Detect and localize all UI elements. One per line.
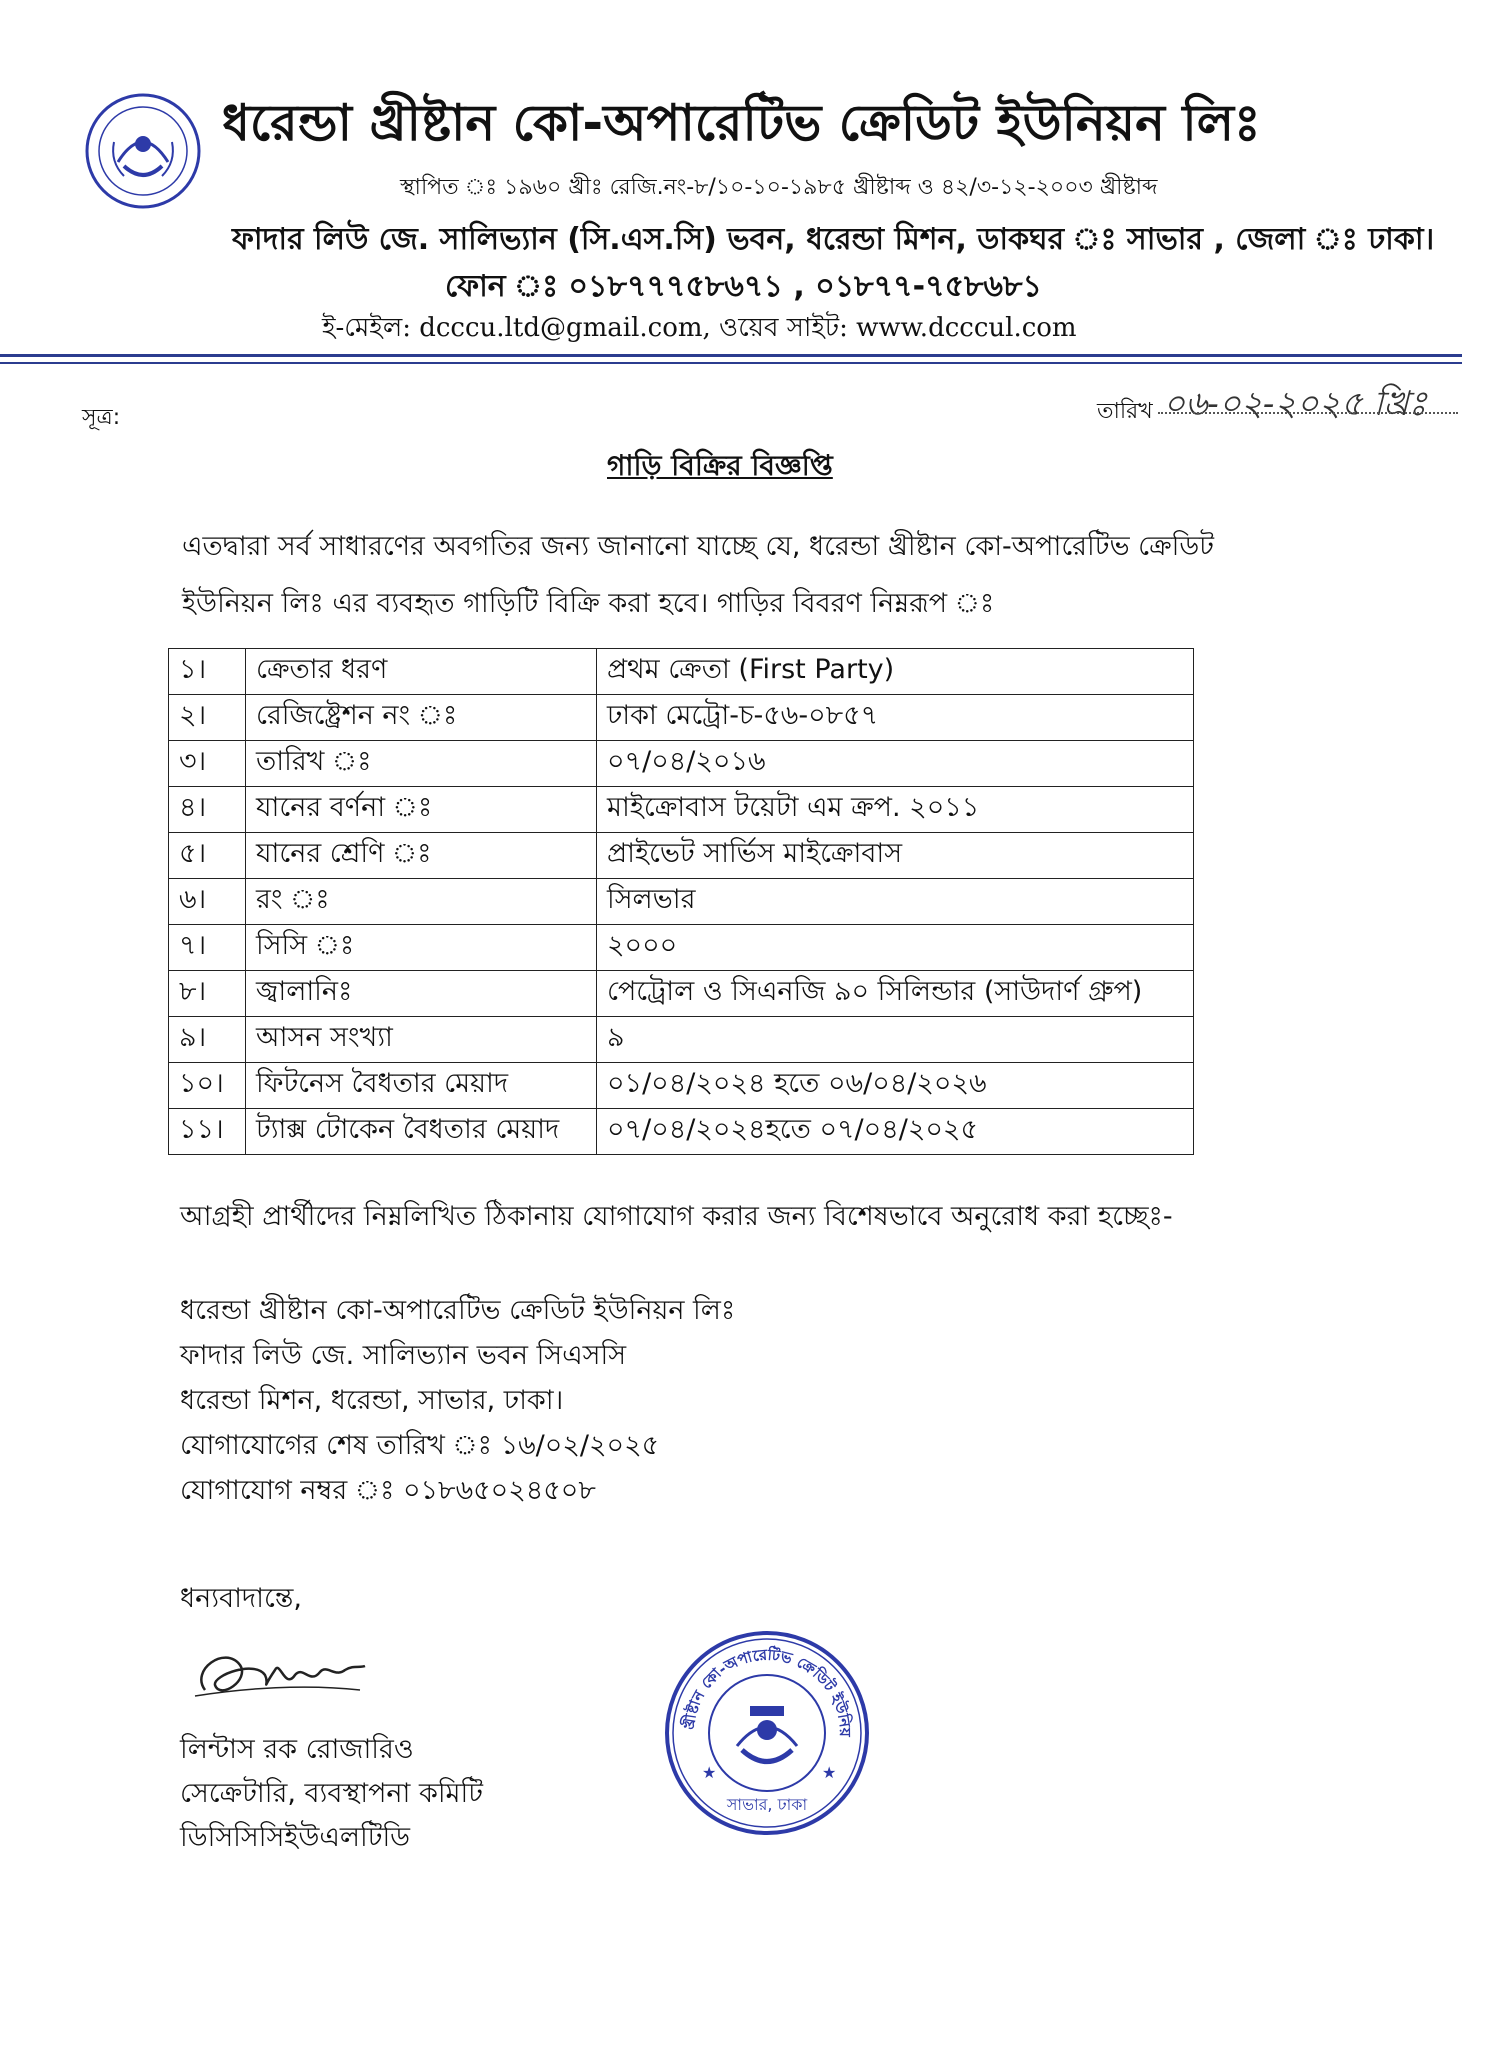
row-label: আসন সংখ্যা — [246, 1017, 597, 1063]
table-row — [169, 1109, 1194, 1155]
table-row — [169, 695, 1194, 741]
row-value: ঢাকা মেট্রো-চ-৫৬-০৮৫৭ — [597, 695, 1194, 741]
signer-block — [180, 1728, 483, 1860]
table-row — [169, 925, 1194, 971]
table-row — [169, 1017, 1194, 1063]
row-number: ৮। — [169, 971, 246, 1017]
row-value: ০৭/০৪/২০১৬ — [597, 741, 1194, 787]
reference-label: সূত্র: — [82, 405, 121, 430]
contact-number: যোগাযোগ নম্বর ঃ ০১৮৬৫০২৪৫০৮ — [180, 1475, 596, 1506]
header-rule — [0, 354, 1462, 357]
signer-title: সেক্রেটারি, ব্যবস্থাপনা কমিটি — [180, 1778, 483, 1809]
row-label: ট্যাক্স টোকেন বৈধতার মেয়াদ — [246, 1109, 597, 1155]
org-email-website: ই-মেইল: dcccu.ltd@gmail.com, ওয়েব সাইট: www.dcccul.com — [322, 313, 1077, 343]
row-label: সিসি ঃ — [246, 925, 597, 971]
row-value: প্রথম ক্রেতা (First Party) — [597, 649, 1194, 695]
row-number: ৩। — [169, 741, 246, 787]
established-info: স্থাপিত ঃ ১৯৬০ খ্রীঃ রেজি.নং-৮/১০-১০-১৯৮৫ খ্রীষ্টাব্দ ও ৪২/৩-১২-২০০৩ খ্রীষ্টাব্দ — [400, 175, 1158, 200]
notice-title: গাড়ি বিক্রির বিজ্ঞপ্তি — [607, 449, 833, 482]
table-row — [169, 787, 1194, 833]
org-address: ফাদার লিউ জে. সালিভ্যান (সি.এস.সি) ভবন, ধরেন্ডা মিশন, ডাকঘর ঃ সাভার , জেলা ঃ ঢাকা। — [232, 222, 1435, 257]
table-row — [169, 879, 1194, 925]
contact-block — [180, 1288, 735, 1513]
header-rule-thin — [0, 362, 1462, 364]
row-number: ২। — [169, 695, 246, 741]
row-label: রং ঃ — [246, 879, 597, 925]
signer-name: লিন্টাস রক রোজারিও — [180, 1734, 414, 1765]
row-number: ১১। — [169, 1109, 246, 1155]
row-value: ২০০০ — [597, 925, 1194, 971]
row-number: ৪। — [169, 787, 246, 833]
row-value: প্রাইভেট সার্ভিস মাইক্রোবাস — [597, 833, 1194, 879]
signature-image — [185, 1630, 375, 1710]
row-label: তারিখ ঃ — [246, 741, 597, 787]
row-number: ৬। — [169, 879, 246, 925]
table-row — [169, 1063, 1194, 1109]
svg-text:★: ★ — [702, 1763, 717, 1782]
intro-paragraph: এতদ্বারা সর্ব সাধারণের অবগতির জন্য জানানো যাচ্ছে যে, ধরেন্ডা খ্রীষ্টান কো-অপারেটিভ ক্রেডিট ইউনিয়ন লিঃ এর ব্যবহৃত গাড়িটি বিক্রি করা হবে। গাড়ির বিবরণ নিম্নরূপ ঃ — [182, 531, 1214, 619]
row-value: পেট্রোল ও সিএনজি ৯০ সিলিন্ডার (সাউদার্ণ গ্রুপ) — [597, 971, 1194, 1017]
closing-thanks: ধন্যবাদান্তে, — [180, 1583, 302, 1614]
row-label: যানের বর্ণনা ঃ — [246, 787, 597, 833]
svg-text:সাভার, ঢাকা: সাভার, ঢাকা — [726, 1795, 808, 1814]
official-seal-stamp — [662, 1628, 872, 1838]
row-number: ১। — [169, 649, 246, 695]
contact-line: ধরেন্ডা মিশন, ধরেন্ডা, সাভার, ঢাকা। — [180, 1385, 564, 1416]
row-value: মাইক্রোবাস টয়েটা এম ক্রপ. ২০১১ — [597, 787, 1194, 833]
contact-line: ধরেন্ডা খ্রীষ্টান কো-অপারেটিভ ক্রেডিট ইউনিয়ন লিঃ — [180, 1295, 736, 1326]
org-phone: ফোন ঃ ০১৮৭৭৭৫৮৬৭১ , ০১৮৭৭-৭৫৮৬৮১ — [445, 269, 1042, 304]
row-label: জ্বালানিঃ — [246, 971, 597, 1017]
date-value-handwritten: ০৬-০২-২০২৫ খ্রিঃ — [1163, 384, 1427, 424]
row-number: ১০। — [169, 1063, 246, 1109]
org-name: ধরেন্ডা খ্রীষ্টান কো-অপারেটিভ ক্রেডিট ইউনিয়ন লিঃ — [222, 94, 1261, 152]
row-label: ফিটনেস বৈধতার মেয়াদ — [246, 1063, 597, 1109]
svg-text:★: ★ — [822, 1763, 837, 1782]
row-value: ০৭/০৪/২০২৪হতে ০৭/০৪/২০২৫ — [597, 1109, 1194, 1155]
row-number: ৯। — [169, 1017, 246, 1063]
table-row — [169, 741, 1194, 787]
table-row — [169, 833, 1194, 879]
row-label: যানের শ্রেণি ঃ — [246, 833, 597, 879]
row-value: ৯ — [597, 1017, 1194, 1063]
contact-request: আগ্রহী প্রার্থীদের নিম্নলিখিত ঠিকানায় যোগাযোগ করার জন্য বিশেষভাবে অনুরোধ করা হচ্ছেঃ- — [180, 1201, 1173, 1232]
svg-text:ধরেন্ডা খ্রীষ্টান কো-অপারেটিভ: খ্রীষ্টান কো-অপারেটিভ ক্রেডিট ইউনিয় — [679, 1645, 855, 1737]
row-label: ক্রেতার ধরণ — [246, 649, 597, 695]
row-number: ৭। — [169, 925, 246, 971]
table-row — [169, 649, 1194, 695]
contact-deadline: যোগাযোগের শেষ তারিখ ঃ ১৬/০২/২০২৫ — [180, 1430, 660, 1461]
row-label: রেজিষ্ট্রেশন নং ঃ — [246, 695, 597, 741]
org-logo — [84, 92, 202, 210]
date-underline — [1158, 412, 1458, 414]
date-label: তারিখ — [1097, 399, 1153, 424]
contact-line: ফাদার লিউ জে. সালিভ্যান ভবন সিএসসি — [180, 1340, 627, 1371]
row-number: ৫। — [169, 833, 246, 879]
row-value: সিলভার — [597, 879, 1194, 925]
vehicle-details-table — [168, 648, 1194, 1155]
table-row — [169, 971, 1194, 1017]
row-value: ০১/০৪/২০২৪ হতে ০৬/০৪/২০২৬ — [597, 1063, 1194, 1109]
signer-org: ডিসিসিসিইউএলটিডি — [180, 1822, 411, 1853]
